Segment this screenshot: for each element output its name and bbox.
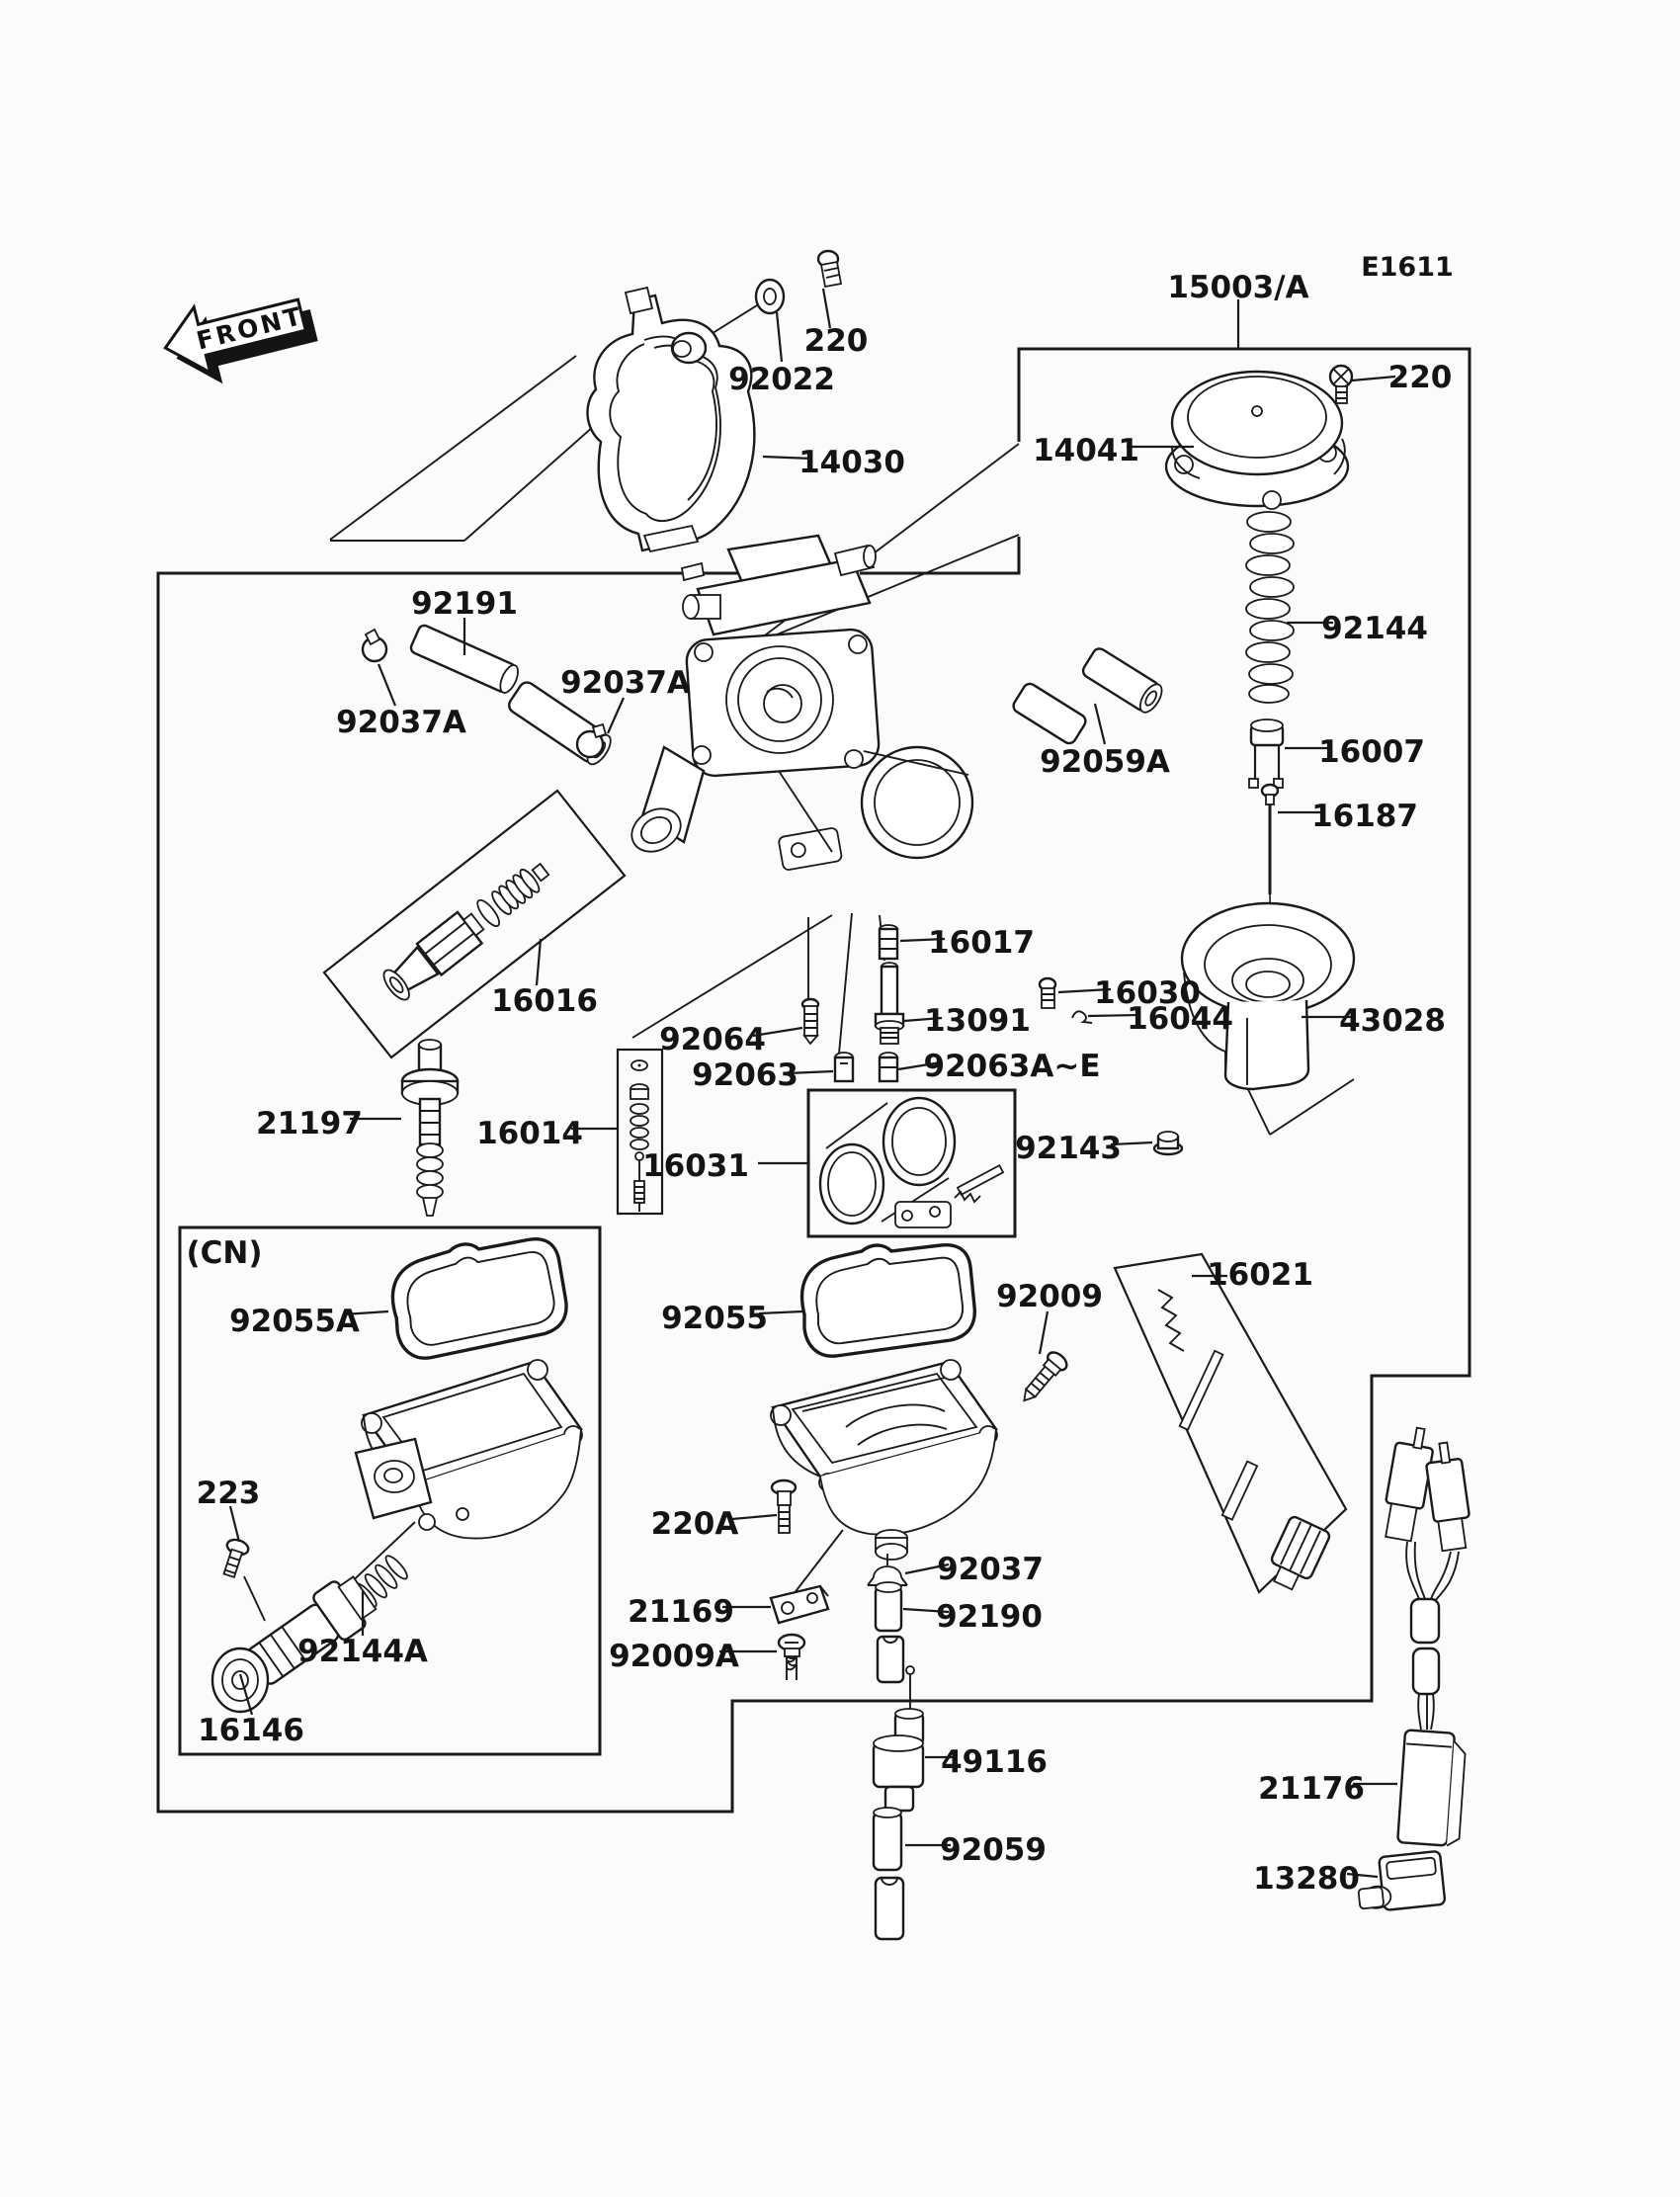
callout-92009a: 92009A — [609, 1639, 739, 1674]
cn-region-note: (CN) — [186, 1235, 263, 1271]
air-duct-clamp-14030 — [587, 288, 754, 551]
screw-92009a — [779, 1635, 804, 1680]
wiring-harness — [1380, 1425, 1473, 1730]
vacuum-piston-diaphragm-43028 — [1182, 903, 1354, 1089]
connector-block-21176 — [1397, 1730, 1467, 1846]
screw-plug-92064 — [802, 999, 818, 1044]
pilot-jet-92063 — [835, 1053, 853, 1081]
callout-21169: 21169 — [628, 1594, 734, 1630]
callout-16146: 16146 — [198, 1713, 304, 1748]
front-direction-marker — [157, 280, 321, 393]
callout-49116: 49116 — [941, 1744, 1048, 1780]
needle-jet-13091 — [876, 963, 903, 1044]
callout-92064: 92064 — [659, 1022, 766, 1057]
float-bowl-center — [771, 1360, 997, 1560]
callout-92059a: 92059A — [1040, 744, 1170, 780]
tube-92059 — [874, 1808, 903, 1939]
callout-92144a: 92144A — [297, 1634, 428, 1669]
needle-valve-set-16014 — [630, 1060, 648, 1212]
callout-16016: 16016 — [491, 983, 598, 1019]
callout-92190: 92190 — [936, 1599, 1043, 1635]
callout-92009: 92009 — [996, 1279, 1103, 1314]
main-jet-holder-16017 — [880, 925, 897, 959]
callout-92055a: 92055A — [229, 1304, 360, 1339]
screw-220-top — [818, 251, 841, 287]
callout-92055: 92055 — [661, 1301, 768, 1336]
drawing-code: E1611 — [1361, 252, 1454, 283]
callout-92063ae: 92063A~E — [923, 1049, 1101, 1084]
switch-13280 — [1355, 1851, 1445, 1913]
callout-220-top: 220 — [803, 323, 869, 359]
callout-92059: 92059 — [940, 1832, 1047, 1868]
callout-16021: 16021 — [1207, 1257, 1313, 1293]
callout-14030: 14030 — [798, 445, 905, 480]
callout-220-right: 220 — [1387, 360, 1453, 395]
starter-plunger-21197 — [402, 1040, 458, 1216]
callout-92037: 92037 — [937, 1552, 1044, 1587]
callout-92143: 92143 — [1015, 1131, 1122, 1166]
callout-92144: 92144 — [1321, 611, 1428, 646]
tube-92059a — [1011, 646, 1166, 746]
callout-43028: 43028 — [1339, 1003, 1446, 1039]
callout-92022: 92022 — [728, 362, 835, 397]
callout-92037a-left: 92037A — [336, 705, 466, 740]
clip-16044 — [1072, 1011, 1092, 1023]
callout-16187: 16187 — [1311, 799, 1418, 834]
callout-16007: 16007 — [1318, 734, 1425, 770]
screw-92009 — [1016, 1349, 1070, 1407]
callout-92191: 92191 — [411, 586, 518, 622]
pilot-screw-assembly-16021 — [1158, 1290, 1331, 1594]
throttle-assembly-16031 — [820, 1098, 1003, 1227]
clamp-92037a-left — [363, 630, 386, 661]
callout-223: 223 — [196, 1476, 261, 1511]
callout-16030: 16030 — [1094, 975, 1201, 1011]
callout-14041: 14041 — [1033, 433, 1139, 468]
float-bowl-cn — [356, 1360, 582, 1539]
callout-13091: 13091 — [924, 1003, 1031, 1039]
callout-92063: 92063 — [692, 1057, 798, 1093]
screw-223 — [218, 1537, 250, 1578]
front-label: FRONT — [193, 300, 307, 356]
callout-16014: 16014 — [476, 1116, 583, 1151]
callout-16031: 16031 — [642, 1148, 749, 1184]
valve-16030 — [1040, 978, 1055, 1008]
tube-92190 — [876, 1582, 903, 1682]
screw-220-right — [1330, 366, 1352, 403]
jet-holder-49116 — [874, 1666, 923, 1811]
carburetor-body — [624, 536, 972, 871]
callout-92037a-right: 92037A — [560, 665, 691, 701]
vacuum-piston-spring-92144 — [1246, 512, 1294, 703]
plug-92143 — [1154, 1132, 1182, 1154]
callout-16044: 16044 — [1127, 1001, 1233, 1037]
bowl-gasket-92055 — [802, 1245, 975, 1357]
callout-220a: 220A — [650, 1506, 739, 1542]
callout-16017: 16017 — [928, 925, 1035, 961]
screw-220a — [772, 1480, 796, 1533]
bowl-gasket-92055a — [389, 1237, 569, 1360]
pilot-jet-92063ae — [880, 1053, 897, 1081]
callout-21176: 21176 — [1258, 1771, 1365, 1807]
vacuum-chamber-cover-14041 — [1166, 372, 1348, 509]
needle-retainer-16007 — [1249, 719, 1283, 788]
callout-13280: 13280 — [1253, 1861, 1360, 1897]
callout-21197: 21197 — [256, 1106, 363, 1141]
callout-15003A: 15003/A — [1167, 270, 1309, 305]
bracket-21169 — [771, 1586, 828, 1623]
